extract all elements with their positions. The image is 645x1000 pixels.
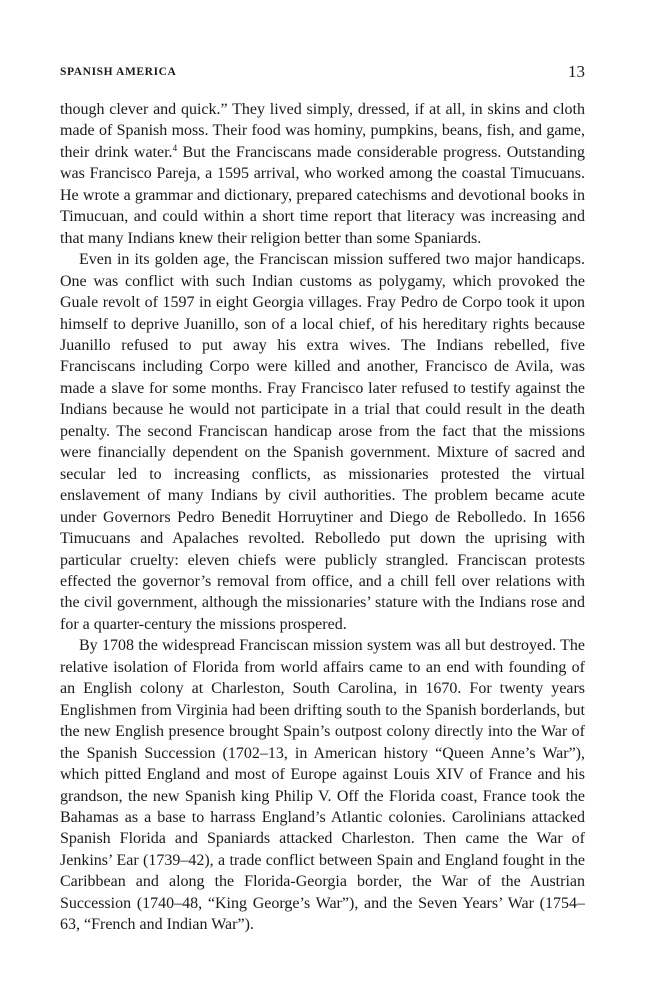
- paragraph-mission-decline: By 1708 the widespread Franciscan mission system was all but destroyed. The relative isolation of Florida from world affairs came to an end with founding of an English colony at Charleston, South Carolina, in 1670. For twenty years Englishmen from Virginia had been drifting south to the Spanish borderlands, but the new English presence brought Spain’s outpost colony directly into the War of the Spanish Succession (1702–13, in American history “Queen Anne’s War”), which pitted England and most of Europe against Louis XIV of France and his grandson, the new Spanish king Philip V. Off the Florida coast, France took the Bahamas as a base to harrass England’s Atlantic colonies. Carolinians attacked Spanish Florida and Spaniards attacked Charleston. Then came the War of Jenkins’ Ear (1739–42), a trade conflict between Spain and England fought in the Caribbean and along the Florida-Georgia border, the War of the Austrian Succession (1740–48, “King George’s War”), and the Seven Years’ War (1754–63, “French and Indian War”).: [60, 637, 585, 934]
- page-number: 13: [568, 62, 585, 81]
- running-title: SPANISH AMERICA: [60, 66, 177, 78]
- running-head: [60, 62, 585, 82]
- body-text: [60, 99, 585, 936]
- paragraph-text: though clever and quick.” They lived simply, dressed, if at all, in skins and cloth made of Spanish moss. Their food was hominy, pumpkins, beans, fish, and game, their drink water.: [60, 101, 585, 161]
- paragraph-continued: [60, 99, 585, 249]
- paragraph-text: But the Franciscans made considerable progress. Outstanding was Francisco Pareja, a 1595 arrival, who worked among the coastal Timucuans. He wrote a grammar and dictionary, prepared catechisms and devotional books in Timucuan, and could within a short time report that literacy was increasing and that many Indians knew their religion better than some Spaniards.: [60, 143, 586, 247]
- paragraph-franciscan-handicaps: Even in its golden age, the Franciscan mission suffered two major handicaps. One was conflict with such Indian customs as polygamy, which provoked the Guale revolt of 1597 in eight Georgia villages. Fray Pedro de Corpo took it upon himself to deprive Juanillo, son of a local chief, of his hereditary rights because Juanillo refused to put away his extra wives. The Indians rebelled, five Franciscans including Corpo were killed and another, Francisco de Avila, was made a slave for some months. Fray Francisco later refused to testify against the Indians because he would not participate in a trial that could result in the death penalty. The second Franciscan handicap arose from the fact that the missions were financially dependent on the Spanish government. Mixture of sacred and secular led to increasing conflicts, as missionaries protested the virtual enslavement of many Indians by civil authorities. The problem became acute under Governors Pedro Benedit Horruytiner and Diego de Rebolledo. In 1656 Timucuans and Apalaches revolted. Rebolledo put down the uprising with particular cruelty: eleven chiefs were publicly strangled. Franciscan protests effected the governor’s removal from office, and a chill fell over relations with the civil government, although the missionaries’ stature with the Indians rose and for a quarter-century the missions prospered.: [60, 251, 585, 633]
- footnote-reference: 4: [172, 142, 178, 153]
